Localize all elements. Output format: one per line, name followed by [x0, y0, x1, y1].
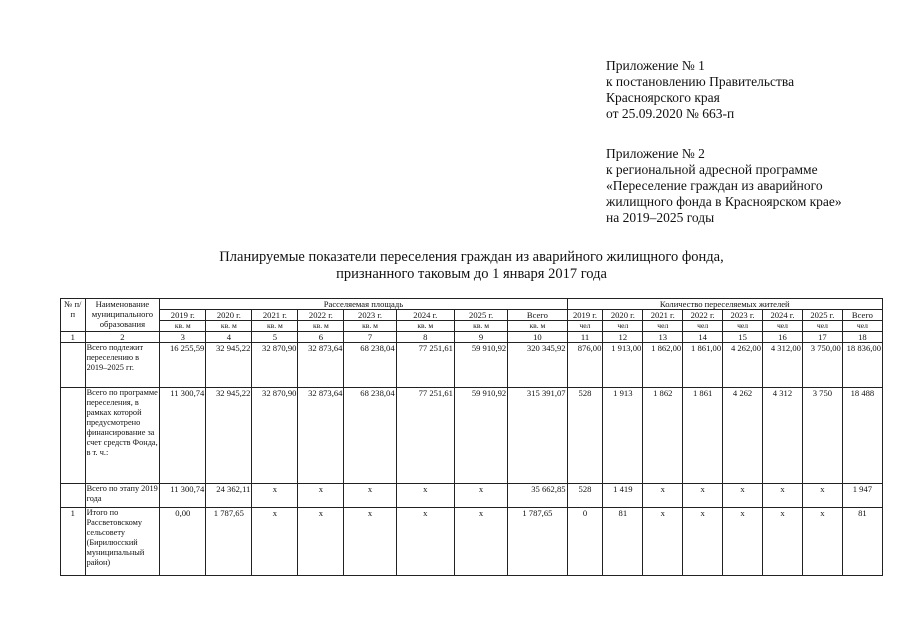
header-people-group: Количество переселяемых жителей — [567, 299, 882, 310]
people-value: 3 750 — [802, 388, 842, 484]
area-value: х — [454, 484, 507, 508]
column-number-row — [61, 332, 883, 343]
table-row — [61, 508, 883, 576]
unit-people: чел — [643, 321, 683, 332]
people-value: х — [763, 508, 803, 576]
people-value: 876,00 — [567, 343, 603, 388]
appendix-line: на 2019–2025 годы — [606, 210, 715, 225]
col-number: 16 — [763, 332, 803, 343]
document-title — [60, 249, 883, 283]
people-value: 1 419 — [603, 484, 643, 508]
area-value: 24 362,11 — [206, 484, 252, 508]
unit-area: кв. м — [252, 321, 298, 332]
area-total: 320 345,92 — [508, 343, 567, 388]
header-area-total: Всего — [508, 310, 567, 321]
header-people-year: 2022 г. — [683, 310, 723, 321]
people-value: х — [643, 508, 683, 576]
area-value: х — [344, 508, 396, 576]
area-value: 68 238,04 — [344, 388, 396, 484]
header-people-year: 2020 г. — [603, 310, 643, 321]
header-area-year: 2024 г. — [396, 310, 454, 321]
people-value: х — [723, 484, 763, 508]
area-value: 16 255,59 — [160, 343, 206, 388]
header-people-year: 2019 г. — [567, 310, 603, 321]
col-number: 8 — [396, 332, 454, 343]
col-number: 18 — [842, 332, 882, 343]
people-value: 0 — [567, 508, 603, 576]
title-line-2: признанного таковым до 1 января 2017 года — [336, 266, 607, 282]
col-number: 1 — [61, 332, 86, 343]
people-value: х — [643, 484, 683, 508]
people-total: 81 — [842, 508, 882, 576]
unit-people: чел — [603, 321, 643, 332]
header-area-year: 2025 г. — [454, 310, 507, 321]
people-value: 528 — [567, 388, 603, 484]
people-value: 528 — [567, 484, 603, 508]
col-number: 6 — [298, 332, 344, 343]
area-value: 11 300,74 — [160, 484, 206, 508]
people-value: 4 262 — [723, 388, 763, 484]
people-value: 4 262,00 — [723, 343, 763, 388]
row-num — [61, 343, 86, 388]
unit-people: чел — [842, 321, 882, 332]
header-area-year: 2021 г. — [252, 310, 298, 321]
people-total: 1 947 — [842, 484, 882, 508]
area-total: 1 787,65 — [508, 508, 567, 576]
area-value: 32 873,64 — [298, 388, 344, 484]
appendix-line: «Переселение граждан из аварийного — [606, 178, 823, 193]
unit-area: кв. м — [344, 321, 396, 332]
people-value: 1 862 — [643, 388, 683, 484]
table-row — [61, 388, 883, 484]
header-area-group: Расселяемая площадь — [160, 299, 567, 310]
unit-area: кв. м — [298, 321, 344, 332]
row-name: Итого по Рассветовскому сельсовету (Бирилюсский муниципальный район) — [85, 508, 160, 576]
unit-area: кв. м — [454, 321, 507, 332]
people-total: 18 488 — [842, 388, 882, 484]
row-num — [61, 484, 86, 508]
header-people-year: 2025 г. — [802, 310, 842, 321]
people-value: 4 312 — [763, 388, 803, 484]
appendix-1-block — [606, 58, 794, 122]
people-value: 1 862,00 — [643, 343, 683, 388]
row-name: Всего по этапу 2019 года — [85, 484, 160, 508]
unit-people: чел — [567, 321, 603, 332]
area-value: х — [344, 484, 396, 508]
header-people-year: 2024 г. — [763, 310, 803, 321]
col-number: 9 — [454, 332, 507, 343]
area-value: х — [298, 508, 344, 576]
header-num: № п/п — [61, 299, 86, 332]
unit-people: чел — [763, 321, 803, 332]
header-people-year: 2021 г. — [643, 310, 683, 321]
people-value: х — [723, 508, 763, 576]
people-total: 18 836,00 — [842, 343, 882, 388]
row-name: Всего подлежит переселению в 2019–2025 гг. — [85, 343, 160, 388]
people-value: х — [683, 508, 723, 576]
people-value: 1 913,00 — [603, 343, 643, 388]
appendix-line: к региональной адресной программе — [606, 162, 818, 177]
header-row-1 — [61, 299, 883, 310]
col-number: 17 — [802, 332, 842, 343]
area-value: 0,00 — [160, 508, 206, 576]
unit-people: чел — [802, 321, 842, 332]
unit-area: кв. м — [396, 321, 454, 332]
unit-people: чел — [723, 321, 763, 332]
people-value: х — [802, 508, 842, 576]
appendix-line: Приложение № 2 — [606, 146, 705, 161]
header-area-year: 2020 г. — [206, 310, 252, 321]
col-number: 4 — [206, 332, 252, 343]
area-value: 77 251,61 — [396, 343, 454, 388]
area-value: х — [454, 508, 507, 576]
area-value: х — [252, 484, 298, 508]
people-value: 4 312,00 — [763, 343, 803, 388]
people-value: 1 861,00 — [683, 343, 723, 388]
col-number: 15 — [723, 332, 763, 343]
people-value: х — [683, 484, 723, 508]
table-row — [61, 484, 883, 508]
header-area-year: 2023 г. — [344, 310, 396, 321]
area-value: 32 870,90 — [252, 388, 298, 484]
header-name: Наименование муниципального образования — [85, 299, 160, 332]
area-value: х — [396, 508, 454, 576]
appendix-line: жилищного фонда в Красноярском крае» — [606, 194, 842, 209]
resettlement-table — [60, 298, 883, 576]
area-value: 32 945,22 — [206, 388, 252, 484]
col-number: 14 — [683, 332, 723, 343]
col-number: 2 — [85, 332, 160, 343]
header-area-year: 2022 г. — [298, 310, 344, 321]
area-value: 32 870,90 — [252, 343, 298, 388]
appendix-line: Приложение № 1 — [606, 58, 705, 73]
people-value: х — [802, 484, 842, 508]
header-row-years — [61, 310, 883, 321]
area-value: 11 300,74 — [160, 388, 206, 484]
appendix-2-block — [606, 146, 842, 226]
unit-area: кв. м — [508, 321, 567, 332]
area-value: 32 873,64 — [298, 343, 344, 388]
header-people-year: 2023 г. — [723, 310, 763, 321]
title-line-1: Планируемые показатели переселения граждан из аварийного жилищного фонда, — [219, 249, 724, 265]
row-num: 1 — [61, 508, 86, 576]
area-value: 1 787,65 — [206, 508, 252, 576]
row-num — [61, 388, 86, 484]
col-number: 10 — [508, 332, 567, 343]
unit-area: кв. м — [206, 321, 252, 332]
appendix-line: от 25.09.2020 № 663-п — [606, 106, 735, 121]
col-number: 11 — [567, 332, 603, 343]
people-value: х — [763, 484, 803, 508]
col-number: 13 — [643, 332, 683, 343]
table-row — [61, 343, 883, 388]
people-value: 81 — [603, 508, 643, 576]
area-total: 315 391,07 — [508, 388, 567, 484]
area-value: х — [252, 508, 298, 576]
people-value: 3 750,00 — [802, 343, 842, 388]
header-row-units — [61, 321, 883, 332]
col-number: 7 — [344, 332, 396, 343]
row-name: Всего по программе переселения, в рамках которой предусмотрено финансирование за счет средств Фонда, в т. ч.: — [85, 388, 160, 484]
people-value: 1 913 — [603, 388, 643, 484]
appendix-line: Красноярского края — [606, 90, 720, 105]
unit-area: кв. м — [160, 321, 206, 332]
area-value: 77 251,61 — [396, 388, 454, 484]
header-people-total: Всего — [842, 310, 882, 321]
area-value: 32 945,22 — [206, 343, 252, 388]
area-value: 59 910,92 — [454, 388, 507, 484]
appendix-line: к постановлению Правительства — [606, 74, 795, 89]
area-total: 35 662,85 — [508, 484, 567, 508]
area-value: х — [298, 484, 344, 508]
col-number: 5 — [252, 332, 298, 343]
unit-people: чел — [683, 321, 723, 332]
area-value: х — [396, 484, 454, 508]
col-number: 3 — [160, 332, 206, 343]
col-number: 12 — [603, 332, 643, 343]
area-value: 68 238,04 — [344, 343, 396, 388]
people-value: 1 861 — [683, 388, 723, 484]
area-value: 59 910,92 — [454, 343, 507, 388]
header-area-year: 2019 г. — [160, 310, 206, 321]
